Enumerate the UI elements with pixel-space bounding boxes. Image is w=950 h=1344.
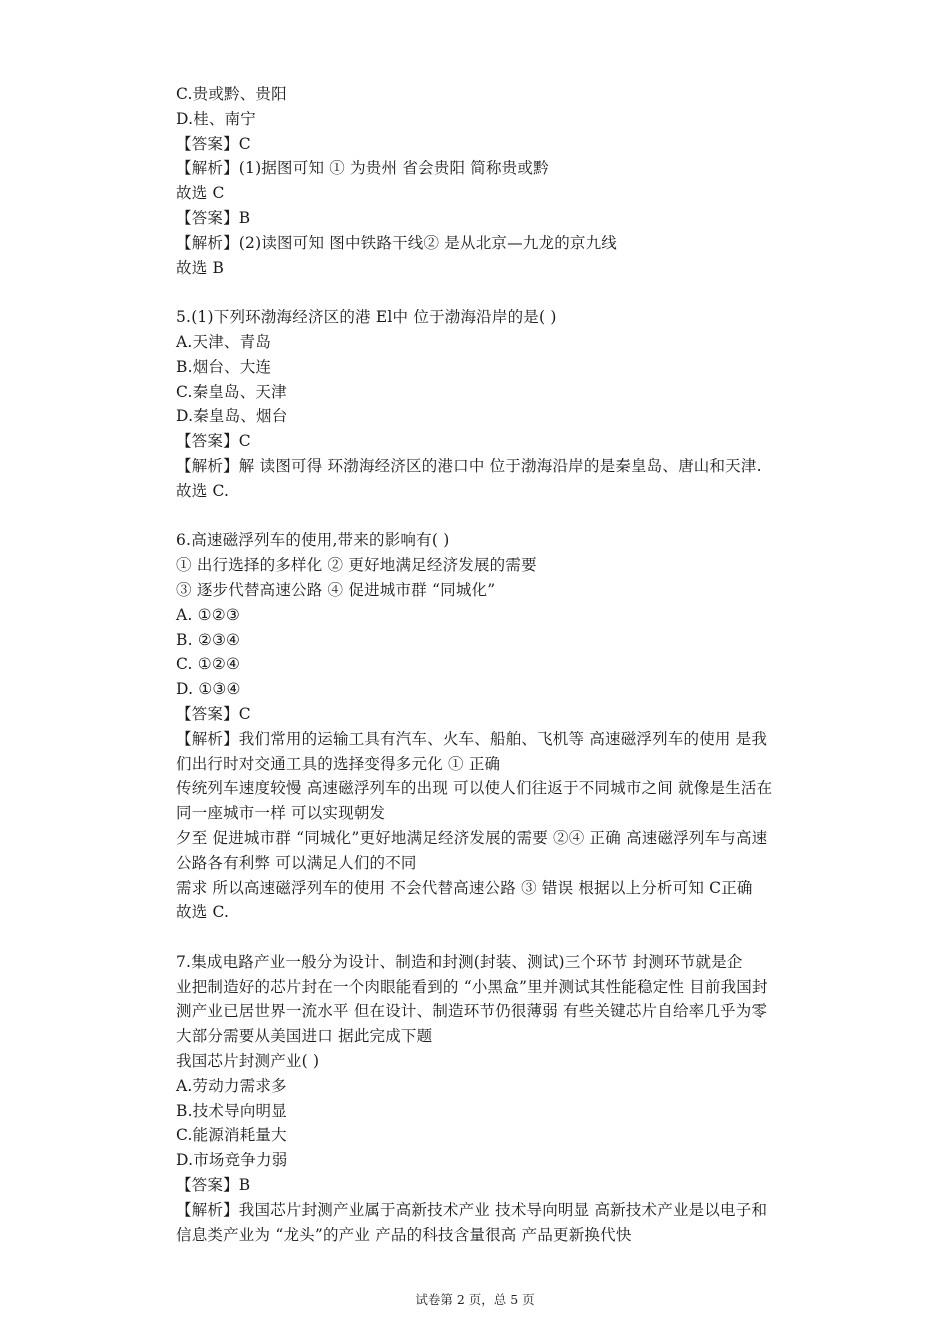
q4-2-analysis: 【解析】(2)读图可知 图中铁路干线② 是从北京—九龙的京九线 <box>176 233 618 252</box>
q4-1-answer: 【答案】C <box>176 134 251 153</box>
q7-analysis-1: 【解析】我国芯片封测产业属于高新技术产业 技术导向明显 高新技术产业是以电子和 <box>176 1200 768 1219</box>
q7-option-b: B.技术导向明显 <box>176 1101 287 1120</box>
q4-option-c: C.贵或黔、贵阳 <box>176 85 287 103</box>
q5-answer: 【答案】C <box>176 432 251 451</box>
q7-intro-1: 7.集成电路产业一般分为设计、制造和封测(封装、测试)三个环节 封测环节就是企 <box>176 952 743 971</box>
q6-option-b: B. ②③④ <box>176 630 241 649</box>
q6-analysis-4: 同一座城市一样 可以实现朝发 <box>176 804 386 823</box>
q7-analysis-2: 信息类产业为 “龙头”的产业 产品的科技含量很高 产品更新换代快 <box>176 1225 632 1244</box>
q6-answer: 【答案】C <box>176 704 251 723</box>
q7-stem: 我国芯片封测产业( ) <box>176 1052 320 1071</box>
q7-intro-4: 大部分需要从美国进口 据此完成下题 <box>176 1027 433 1046</box>
q5-option-b: B.烟台、大连 <box>176 357 272 376</box>
document-body <box>176 82 816 1247</box>
q5-conclusion: 故选 C. <box>176 481 230 500</box>
q7-answer: 【答案】B <box>176 1176 251 1195</box>
paragraph-gap <box>176 925 816 950</box>
q7-option-a: A.劳动力需求多 <box>176 1076 287 1095</box>
q6-analysis-6: 公路各有利弊 可以满足人们的不同 <box>176 853 417 872</box>
q7-option-d: D.市场竞争力弱 <box>176 1151 288 1170</box>
q5-option-d: D.秦皇岛、烟台 <box>176 407 288 426</box>
q6-item-2: ③ 逐步代替高速公路 ④ 促进城市群 “同城化” <box>176 580 496 599</box>
q6-analysis-7: 需求 所以高速磁浮列车的使用 不会代替高速公路 ③ 错误 根据以上分析可知 C正确 <box>176 878 753 897</box>
q6-analysis-2: 们出行时对交通工具的选择变得多元化 ① 正确 <box>176 754 501 773</box>
q5-option-a: A.天津、青岛 <box>176 332 272 351</box>
q6-analysis-5: 夕至 促进城市群 “同城化”更好地满足经济发展的需要 ②④ 正确 高速磁浮列车与高速 <box>176 828 768 847</box>
q6-stem: 6.高速磁浮列车的使用,带来的影响有( ) <box>176 531 450 550</box>
q4-2-conclusion: 故选 B <box>176 258 225 277</box>
q6-option-a: A. ①②③ <box>176 605 240 624</box>
q6-option-d: D. ①③④ <box>176 680 241 699</box>
q7-option-c: C.能源消耗量大 <box>176 1126 287 1145</box>
q4-1-conclusion: 故选 C <box>176 184 225 203</box>
q6-item-1: ① 出行选择的多样化 ② 更好地满足经济发展的需要 <box>176 556 537 575</box>
q7-intro-3: 测产业已居世界一流水平 但在设计、制造环节仍很薄弱 有些关键芯片自给率几乎为零 <box>176 1002 768 1021</box>
paragraph-gap <box>176 504 816 529</box>
q5-analysis: 【解析】解 读图可得 环渤海经济区的港口中 位于渤海沿岸的是秦皇岛、唐山和天津. <box>176 456 762 475</box>
q4-option-d: D.桂、南宁 <box>176 109 257 128</box>
page-footer: 试卷第 2 页，总 5 页 <box>415 1292 535 1307</box>
q4-2-answer: 【答案】B <box>176 208 251 227</box>
q5-option-c: C.秦皇岛、天津 <box>176 382 287 401</box>
paragraph-gap <box>176 280 816 305</box>
q6-analysis-1: 【解析】我们常用的运输工具有汽车、火车、船舶、飞机等 高速磁浮列车的使用 是我 <box>176 729 768 748</box>
q6-option-c: C. ①②④ <box>176 655 241 674</box>
q5-stem: 5.(1)下列环渤海经济区的港 El中 位于渤海沿岸的是( ) <box>176 308 557 327</box>
q7-intro-2: 业把制造好的芯片封在一个肉眼能看到的 “小黑盒”里并测试其性能稳定性 目前我国封 <box>176 977 768 996</box>
q6-analysis-3: 传统列车速度较慢 高速磁浮列车的出现 可以使人们往返于不同城市之间 就像是生活在 <box>176 779 773 798</box>
q4-1-analysis: 【解析】(1)据图可知 ① 为贵州 省会贵阳 简称贵或黔 <box>176 159 549 178</box>
q6-conclusion: 故选 C. <box>176 903 230 922</box>
